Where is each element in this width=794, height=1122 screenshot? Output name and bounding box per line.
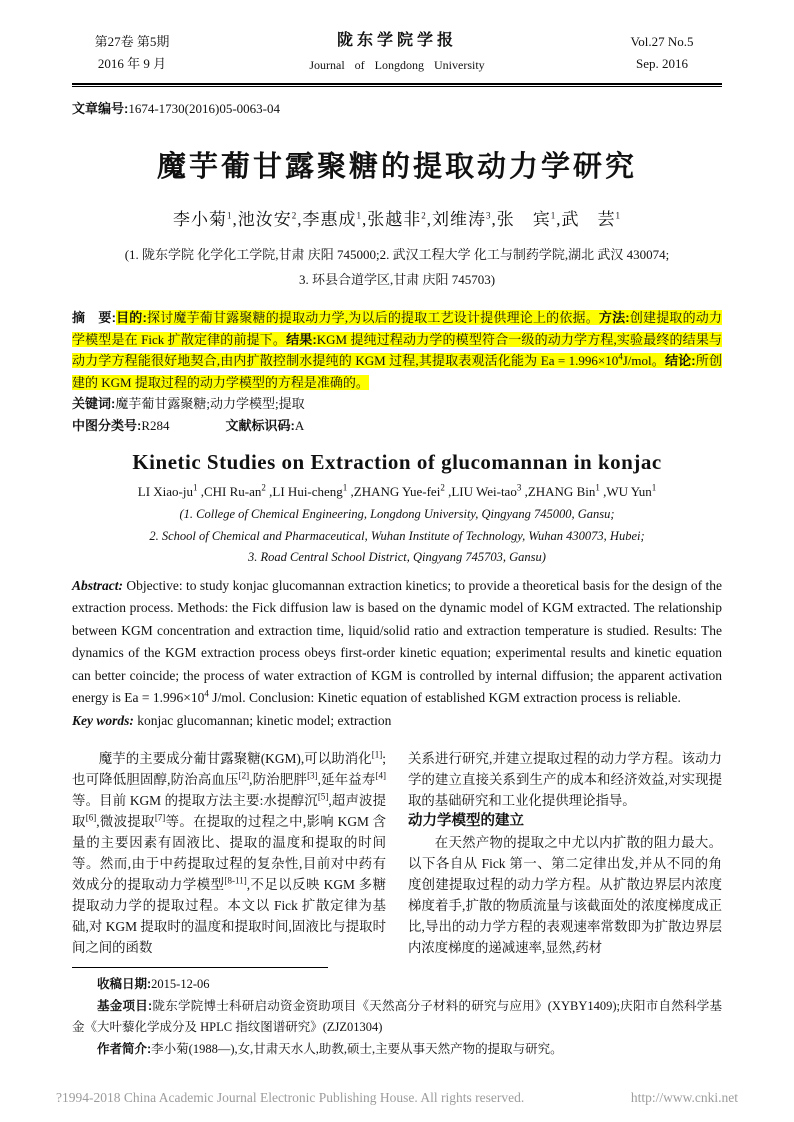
header-date-en: Sep. 2016 (636, 56, 688, 71)
section-heading-kinetic-model: 动力学模型的建立 (408, 813, 524, 829)
affiliations-en (72, 504, 722, 569)
journal-title-cn: 陇东学院学报 (336, 32, 457, 49)
header-volume-issue-en: Vol.27 No.5 (630, 34, 694, 49)
body-paragraph-continuation: 关系进行研究,并建立提取过程的动力学方程。该动力学的建立直接关系到生产的成本和经济效益,对实现提取的基础研究和工业化提供理论指导。 (408, 751, 722, 808)
abstract-cn-label: 摘 要: (72, 310, 116, 325)
author-bio-label: 作者简介: (97, 1041, 152, 1056)
affiliations-cn (72, 242, 722, 292)
header-divider-rule (72, 83, 722, 87)
header-right-block (602, 31, 722, 75)
article-title-en: Kinetic Studies on Extraction of glucomannan in konjac (132, 450, 662, 474)
affiliation-en-line-3: 3. Road Central School District, Qingyang 745703, Gansu) (248, 550, 546, 564)
cnki-url: http://www.cnki.net (630, 1090, 738, 1105)
keywords-cn-line (72, 393, 722, 415)
abstract-en-text: Objective: to study konjac glucomannan extraction kinetics; to provide a theoretical basis for the design of the extraction process. Methods: the Fick diffusion law is based on the dynamic model of KGM extracted. The relationship between KGM concentration and extraction time, liquid/solid ratio and extraction temperature is studied. Results: The dynamics of the KGM extraction process obeys first-order kinetic equation; experimental results and kinetic equation can better coincide; the process of water extraction of KGM is controlled by internal diffusion; the apparent activation energy is $Ea = 1.996\times 10^4$ J/mol. Conclusion: Kinetic equation of established KGM extraction process is reliable. (72, 577, 722, 705)
doc-code-value: A (294, 417, 305, 433)
affiliation-en-line-1: (1. College of Chemical Engineering, Longdong University, Qingyang 745000, Gansu; (179, 507, 615, 521)
journal-header (72, 30, 722, 76)
keywords-en-label: Key words: (72, 712, 134, 728)
authors-cn: 李小菊$^1$,池汝安$^2$,李惠成$^1$,张越非$^2$,刘维涛$^3$,张 宾$^1$,武 芸$^1$ (173, 210, 621, 229)
fund-project-label: 基金项目: (97, 998, 153, 1013)
clc-value: R284 (141, 417, 170, 433)
abstract-cn-highlighted-text: 目的:探讨魔芋葡甘露聚糖的提取动力学,为以后的提取工艺设计提供理论上的依据。方法:创建提取的动力学模型是在 Fick 扩散定律的前提下。结果:KGM 提纯过程动力学的模型符合一级的动力学方程,实验最终的结果与动力学方程能很好地契合,由内扩散控制水提纯的 KGM 过程,其提取表观活化能为 $Ea = 1.996\times 10^4J$/mol。结论:所创建的 KGM 提取过程的动力学模型的方程是准确的。 (72, 310, 722, 390)
journal-title-en: Journal of Longdong University (309, 58, 485, 72)
affiliation-cn-line-1: (1. 陇东学院 化学化工学院,甘肃 庆阳 745000;2. 武汉工程大学 化工与制药学院,湖北 武汉 430074; (124, 247, 670, 262)
footnote-author-bio (72, 1039, 722, 1061)
received-date-value: 2015-12-06 (151, 977, 210, 991)
footnotes (72, 974, 722, 1060)
doc-code-label: 文献标识码: (225, 417, 295, 433)
body-column-left (72, 748, 386, 958)
body-column-right (408, 748, 722, 958)
header-volume-issue-cn: 第27卷 第5期 (94, 34, 170, 49)
article-title-cn: 魔芋葡甘露聚糖的提取动力学研究 (156, 151, 637, 183)
footnote-fund-project (72, 996, 722, 1039)
affiliation-en-line-2: 2. School of Chemical and Pharmaceutical, Wuhan Institute of Technology, Wuhan 430073, Hubei; (149, 528, 645, 543)
article-number-value: 1674-1730(2016)05-0063-04 (128, 101, 280, 116)
body-columns (72, 748, 722, 958)
fund-project-value: 陇东学院博士科研启动资金资助项目《天然高分子材料的研究与应用》(XYBY1409);庆阳市自然科学基金《大叶藜化学成分及 HPLC 指纹图谱研究》(ZJZ01304) (72, 998, 723, 1034)
abstract-en (72, 575, 722, 710)
affiliation-cn-line-2: 3. 环县合道学区,甘肃 庆阳 745703) (298, 272, 496, 287)
body-paragraph-intro: 魔芋的主要成分葡甘露聚糖(KGM),可以助消化[1];也可降低胆固醇,防治高血压[2],防治肥胖[3],延年益寿[4]等。目前 KGM 的提取方法主要:水提醇沉[5],超声波提取[6],微波提取[7]等。在提取的过程之中,影响 KGM 含量的主要因素有固液比、提取的温度和提取的时间等。然而,由于中药提取过程的复杂性,目前对中药有效成分的提取动力学模型[8-11],不足以反映 KGM 多糖提取动力学的提取过程。本文以 Fick 扩散定律为基础,对 KGM 提取时的温度和提取时间,固液比与提取时间之间的函数 (72, 749, 387, 955)
article-number (72, 98, 722, 117)
copyright-notice: ?1994-2018 China Academic Journal Electronic Publishing House. All rights reserved. (56, 1090, 525, 1105)
header-center-block (309, 30, 484, 76)
authors-en: LI Xiao-$ju^1$ ,CHI $Ru-an^2$ ,LI Hui-cheng$^1$ ,ZHANG Yue-fei$^2$ ,LIU Wei-tao$^3$ ,ZHANG Bin$^1$ ,WU Yun$^1$ (137, 482, 657, 499)
keywords-en-value: konjac glucomannan; kinetic model; extraction (133, 712, 392, 728)
header-date-cn: 2016 年 9 月 (97, 56, 167, 71)
received-date-label: 收稿日期: (97, 977, 152, 991)
keywords-cn-value: 魔芋葡甘露聚糖;动力学模型;提取 (115, 396, 305, 411)
classification-line (72, 415, 722, 437)
keywords-cn-label: 关键词: (72, 396, 116, 411)
keywords-en-line (72, 710, 722, 733)
abstract-en-label: Abstract: (72, 577, 124, 593)
body-paragraph-model: 在天然产物的提取之中尤以内扩散的阻力最大。以下各自从 Fick 第一、第二定律出发,并从不同的角度创建提取过程的动力学方程。从扩散边界层内浓度梯度着手,扩散的物质流量与该截面处的浓度梯度成正比,导出的动力学方程的表观速率常数即为扩散边界层内浓度梯度的递减速率,显然,药材 (408, 835, 722, 955)
header-left-block (72, 31, 192, 75)
cnki-watermark-footer (0, 1090, 794, 1106)
author-bio-value: 李小菊(1988—),女,甘肃天水人,助教,硕士,主要从事天然产物的提取与研究。 (151, 1041, 563, 1056)
footnote-divider-rule (72, 967, 328, 968)
article-number-label: 文章编号: (72, 101, 129, 116)
clc-label: 中图分类号: (72, 417, 142, 433)
abstract-cn (72, 307, 722, 393)
footnote-received-date (72, 974, 722, 996)
